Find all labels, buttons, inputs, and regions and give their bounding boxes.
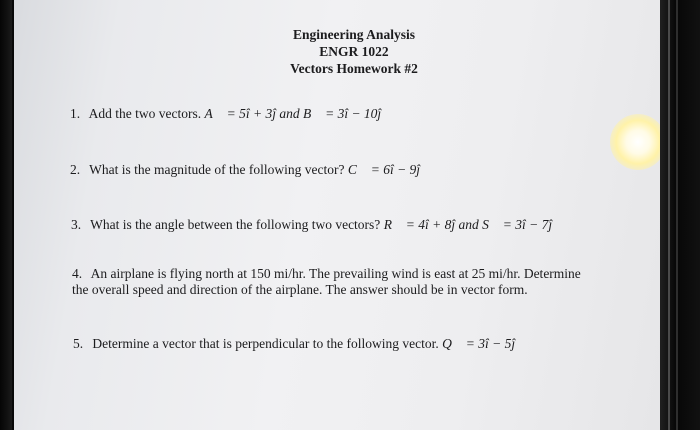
question-3	[71, 217, 552, 233]
question-text: What is the magnitude of the following vector?	[89, 162, 345, 177]
question-4	[72, 266, 581, 298]
monitor-bezel-right	[660, 0, 700, 430]
question-number: 5.	[73, 336, 84, 351]
question-text: Determine a vector that is perpendicular to the following vector.	[92, 336, 439, 351]
course-code: ENGR 1022	[319, 44, 389, 59]
question-2	[70, 162, 420, 178]
question-number: 4.	[72, 266, 83, 281]
assignment-title: Vectors Homework #2	[290, 61, 418, 76]
course-title: Engineering Analysis	[293, 27, 415, 42]
question-text-line-2: the overall speed and direction of the airplane. The answer should be in vector form.	[72, 282, 528, 297]
vector-expression: Q⃗ = 3î − 5ĵ	[442, 336, 516, 351]
document-header	[254, 26, 454, 77]
question-number: 1.	[70, 106, 81, 121]
homework-document	[14, 0, 660, 430]
question-number: 2.	[70, 162, 81, 177]
bezel-highlight	[676, 0, 678, 430]
vector-expression: R⃗ = 4î + 8ĵ and S⃗ = 3î − 7ĵ	[383, 217, 553, 232]
monitor-bezel-left	[0, 0, 12, 430]
question-1	[70, 106, 381, 122]
question-5	[73, 336, 515, 352]
vector-expression: A⃗ = 5î + 3ĵ and B⃗ = 3î − 10ĵ	[204, 106, 382, 121]
light-glare	[610, 114, 666, 170]
bezel-highlight	[668, 0, 670, 430]
question-text: Add the two vectors.	[88, 106, 202, 121]
question-text-line-1: An airplane is flying north at 150 mi/hr. The prevailing wind is east at 25 mi/hr. Determine	[90, 266, 581, 281]
question-text: What is the angle between the following two vectors?	[90, 217, 381, 232]
vector-expression: C⃗ = 6î − 9ĵ	[347, 162, 421, 177]
question-number: 3.	[71, 217, 82, 232]
